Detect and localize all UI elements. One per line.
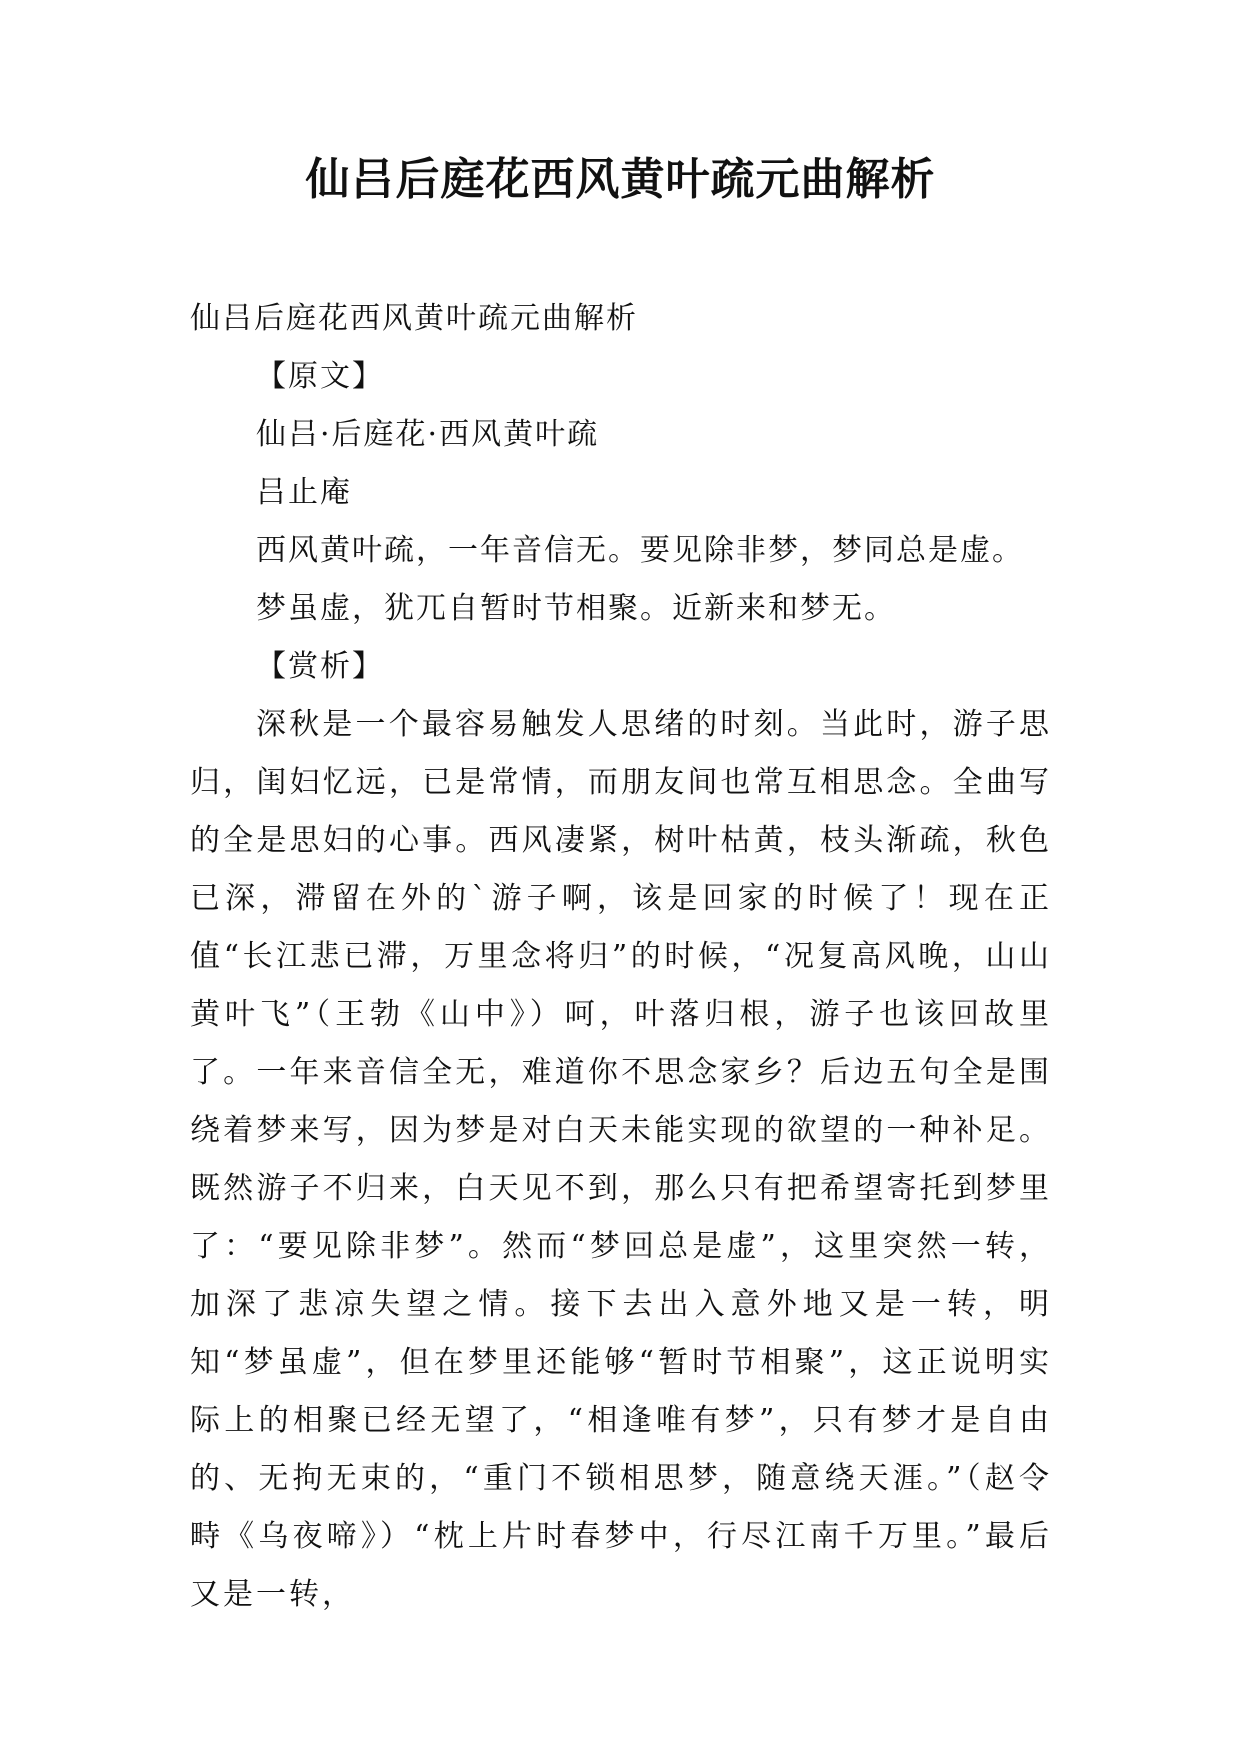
document-subtitle: 仙吕后庭花西风黄叶疏元曲解析 [190, 301, 638, 336]
analysis-paragraph: 深秋是一个最容易触发人思绪的时刻。当此时，游子思归，闺妇忆远，已是常情，而朋友间也常互相思念。全曲写的全是思妇的心事。西风凄紧，树叶枯黄，枝头渐疏，秋色已深，滞留在外的`游子啊，该是回家的时候了！现在正值“长江悲已滞，万里念将归”的时候，“况复高风晚，山山黄叶飞”（王勃《山中》）呵，叶落归根，游子也该回故里了。一年来音信全无，难道你不思念家乡？后边五句全是围绕着梦来写，因为梦是对白天未能实现的欲望的一种补足。既然游子不归来，白天见不到，那么只有把希望寄托到梦里了：“要见除非梦”。然而“梦回总是虚”，这里突然一转，加深了悲凉失望之情。接下去出入意外地又是一转，明知“梦虽虚”，但在梦里还能够“暂时节相聚”，这正说明实际上的相聚已经无望了，“相逢唯有梦”，只有梦才是自由的、无拘无束的，“重门不锁相思梦，随意绕天涯。”（赵令畤《乌夜啼》）“枕上片时春梦中，行尽江南千万里。”最后又是一转， [190, 707, 1052, 1612]
poem-title: 仙吕·后庭花·西风黄叶疏 [256, 417, 600, 452]
analysis-header: 【赏析】 [256, 649, 384, 684]
poem-author: 吕止庵 [256, 475, 352, 510]
document-body [190, 290, 1052, 1624]
poem-line-2: 梦虽虚，犹兀自暂时节相聚。近新来和梦无。 [256, 591, 896, 626]
poem-line-1: 西风黄叶疏，一年音信无。要见除非梦，梦同总是虚。 [256, 533, 1024, 568]
document-title: 仙吕后庭花西风黄叶疏元曲解析 [305, 154, 936, 205]
original-header: 【原文】 [256, 359, 384, 394]
